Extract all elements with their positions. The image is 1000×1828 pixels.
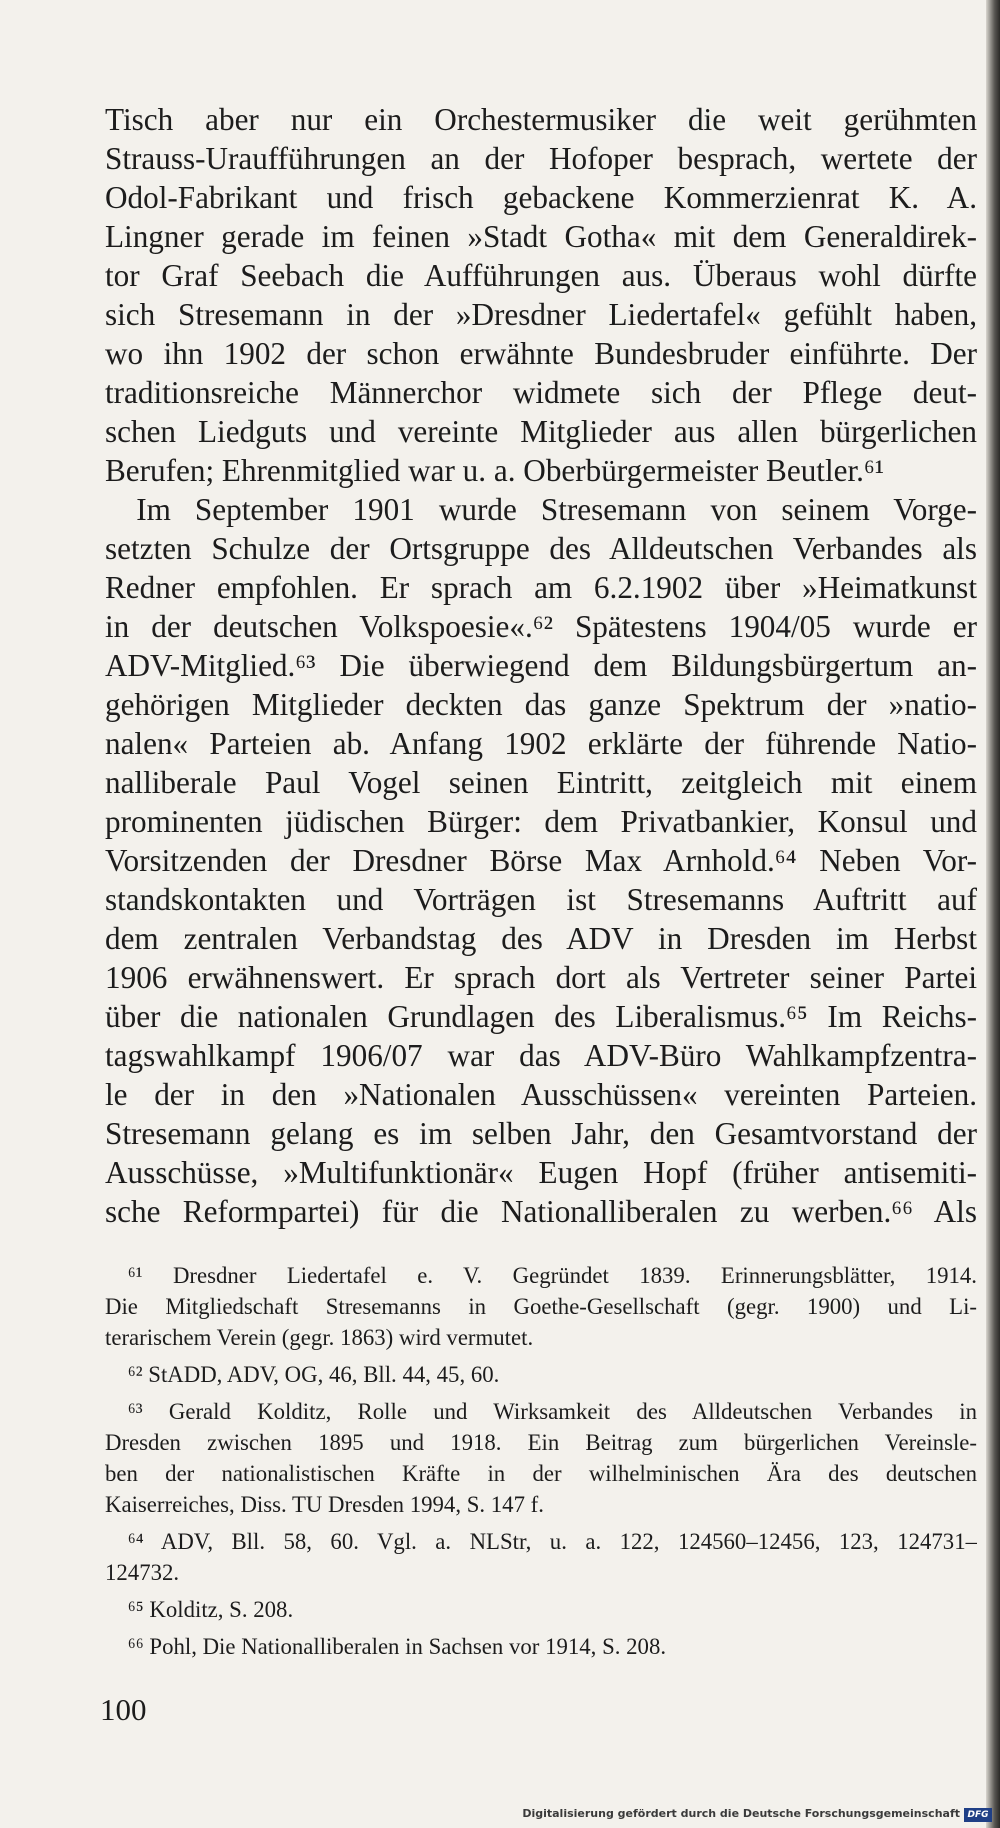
body-line: Odol-Fabrikant und frisch gebackene Kommerzienrat K. A. [105, 180, 977, 215]
footnote-line: Kaiserreiches, Diss. TU Dresden 1994, S. 147 f. [105, 1492, 544, 1517]
footnote-62 [105, 1359, 977, 1390]
body-line: prominenten jüdischen Bürger: dem Privatbankier, Konsul und [105, 804, 977, 839]
body-line: Vorsitzenden der Dresdner Börse Max Arnhold.⁶⁴ Neben Vor- [105, 843, 977, 878]
footnote-line: ⁶⁶ Pohl, Die Nationalliberalen in Sachsen vor 1914, S. 208. [105, 1634, 667, 1659]
body-line: dem zentralen Verbandstag des ADV in Dresden im Herbst [105, 921, 977, 956]
page-edge-shadow [986, 0, 1000, 1828]
body-line: nalliberale Paul Vogel seinen Eintritt, zeitgleich mit einem [105, 765, 977, 800]
footnote-line: 124732. [105, 1560, 180, 1585]
footnote-line: ben der nationalistischen Kräfte in der wilhelminischen Ära des deutschen [105, 1461, 977, 1486]
footnote-line: ⁶³ Gerald Kolditz, Rolle und Wirksamkeit des Alldeutschen Verbandes in [105, 1399, 977, 1424]
body-line: wo ihn 1902 der schon erwähnte Bundesbruder einführte. Der [105, 336, 977, 371]
page-number: 100 [100, 1692, 147, 1727]
footnote-63 [105, 1396, 977, 1520]
body-line: sche Reformpartei) für die Nationalliberalen zu werben.⁶⁶ Als [105, 1194, 977, 1229]
body-line: standskontakten und Vorträgen ist Stresemanns Auftritt auf [105, 882, 977, 917]
body-line: Berufen; Ehrenmitglied war u. a. Oberbürgermeister Beutler.⁶¹ [105, 453, 885, 488]
body-line: über die nationalen Grundlagen des Liberalismus.⁶⁵ Im Reichs- [105, 999, 977, 1034]
body-line: traditionsreiche Männerchor widmete sich der Pflege deut- [105, 375, 977, 410]
footnote-line: terarischem Verein (gegr. 1863) wird vermutet. [105, 1325, 534, 1350]
body-line: le der in den »Nationalen Ausschüssen« vereinten Parteien. [105, 1077, 977, 1112]
footnote-line: Die Mitgliedschaft Stresemanns in Goethe-Gesellschaft (gegr. 1900) und Li- [105, 1294, 977, 1319]
body-line: nalen« Parteien ab. Anfang 1902 erklärte der führende Natio- [105, 726, 977, 761]
body-line: setzten Schulze der Ortsgruppe des Alldeutschen Verbandes als [105, 531, 977, 566]
body-line: in der deutschen Volkspoesie«.⁶² Spätestens 1904/05 wurde er [105, 609, 977, 644]
body-line: 1906 erwähnenswert. Er sprach dort als Vertreter seiner Partei [105, 960, 977, 995]
footnote-64 [105, 1526, 977, 1588]
footnote-66 [105, 1631, 977, 1662]
digitization-credit: Digitalisierung gefördert durch die Deutsche Forschungsgemeinschaft [522, 1807, 960, 1820]
footnote-line: ⁶² StADD, ADV, OG, 46, Bll. 44, 45, 60. [105, 1362, 500, 1387]
body-line: Strauss-Uraufführungen an der Hofoper besprach, wertete der [105, 141, 977, 176]
body-line: Stresemann gelang es im selben Jahr, den Gesamtvorstand der [105, 1116, 977, 1151]
body-text [105, 100, 977, 1231]
footnote-61 [105, 1260, 977, 1353]
body-line: tagswahlkampf 1906/07 war das ADV-Büro Wahlkampfzentra- [105, 1038, 977, 1073]
footnote-line: ⁶⁵ Kolditz, S. 208. [105, 1597, 294, 1622]
body-line: sich Stresemann in der »Dresdner Liedertafel« gefühlt haben, [105, 297, 977, 332]
dfg-logo: DFG [964, 1808, 992, 1822]
footnote-65 [105, 1594, 977, 1625]
footnote-line: ⁶¹ Dresdner Liedertafel e. V. Gegründet 1839. Erinnerungsblätter, 1914. [105, 1263, 977, 1288]
footnote-line: Dresden zwischen 1895 und 1918. Ein Beitrag zum bürgerlichen Vereinsle- [105, 1430, 977, 1455]
body-line: Lingner gerade im feinen »Stadt Gotha« mit dem Generaldirek- [105, 219, 977, 254]
body-line: gehörigen Mitglieder deckten das ganze Spektrum der »natio- [105, 687, 977, 722]
footnote-line: ⁶⁴ ADV, Bll. 58, 60. Vgl. a. NLStr, u. a. 122, 124560–12456, 123, 124731– [105, 1529, 977, 1554]
body-line: Tisch aber nur ein Orchestermusiker die weit gerühmten [105, 102, 977, 137]
body-line: tor Graf Seebach die Aufführungen aus. Überaus wohl dürfte [105, 258, 977, 293]
body-line: ADV-Mitglied.⁶³ Die überwiegend dem Bildungsbürgertum an- [105, 648, 977, 683]
footnotes [105, 1260, 977, 1662]
body-line: Ausschüsse, »Multifunktionär« Eugen Hopf (früher antisemiti- [105, 1155, 977, 1190]
body-line: schen Liedguts und vereinte Mitglieder aus allen bürgerlichen [105, 414, 977, 449]
body-line: Redner empfohlen. Er sprach am 6.2.1902 über »Heimatkunst [105, 570, 977, 605]
body-line: Im September 1901 wurde Stresemann von seinem Vorge- [105, 492, 977, 527]
